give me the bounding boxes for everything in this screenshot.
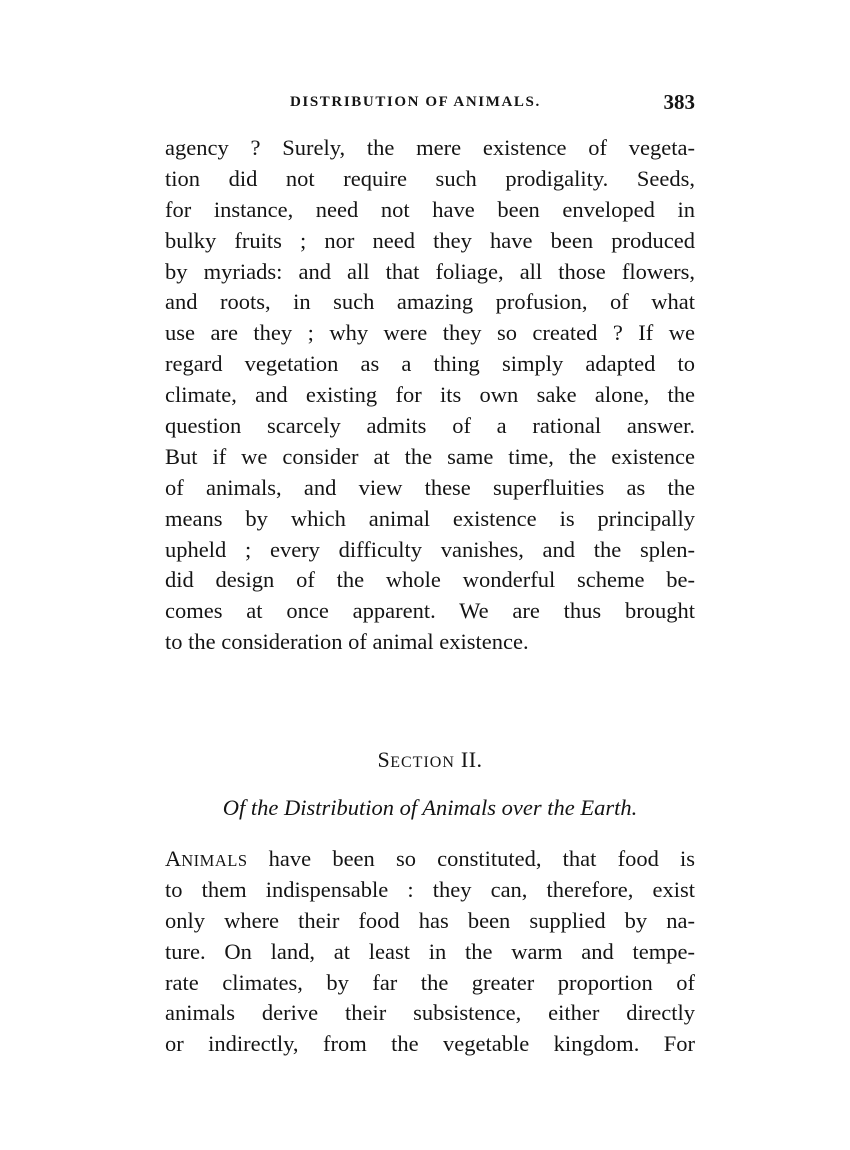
text-line: use are they ; why were they so created ? If we bbox=[165, 320, 695, 346]
page-number: 383 bbox=[663, 90, 695, 114]
text-line: comes at once apparent. We are thus brought bbox=[165, 598, 695, 624]
text-line: means by which animal existence is principally bbox=[165, 505, 695, 531]
text-line: bulky fruits ; nor need they have been produced bbox=[165, 227, 695, 253]
text-line: of animals, and view these superfluities as the bbox=[165, 474, 695, 500]
lead-word-initial: A bbox=[165, 846, 182, 871]
text-line: regard vegetation as a thing simply adapted to bbox=[165, 351, 695, 377]
text-line: animals derive their subsistence, either directly bbox=[165, 1000, 695, 1026]
text-line: for instance, need not have been enveloped in bbox=[165, 196, 695, 222]
text-line: ture. On land, at least in the warm and tempe- bbox=[165, 938, 695, 964]
text-line: rate climates, by far the greater proportion of bbox=[165, 969, 695, 995]
text-line: or indirectly, from the vegetable kingdom. For bbox=[165, 1031, 695, 1057]
text-line bbox=[165, 844, 695, 875]
section-numeral: II. bbox=[454, 747, 483, 772]
section-heading-initial: S bbox=[377, 747, 391, 772]
paragraph-continuation bbox=[165, 133, 695, 658]
text-line: But if we consider at the same time, the existence bbox=[165, 443, 695, 469]
running-title: DISTRIBUTION OF ANIMALS. bbox=[290, 94, 541, 110]
section-subtitle: Of the Distribution of Animals over the Earth. bbox=[222, 795, 638, 820]
lead-word-smallcaps: NIMALS bbox=[181, 851, 248, 870]
text-line: to the consideration of animal existence. bbox=[165, 629, 529, 655]
text-line: only where their food has been supplied by na- bbox=[165, 907, 695, 933]
text-line: climate, and existing for its own sake alone, the bbox=[165, 382, 695, 408]
section-heading bbox=[165, 747, 695, 773]
section-paragraph bbox=[165, 844, 695, 1060]
section-heading-smallcaps: ECTION bbox=[390, 754, 455, 771]
text-line: tion did not require such prodigality. Seeds, bbox=[165, 165, 695, 191]
text-line: to them indispensable : they can, therefore, exist bbox=[165, 876, 695, 902]
text-line: upheld ; every difficulty vanishes, and the splen- bbox=[165, 536, 695, 562]
running-head bbox=[165, 90, 695, 120]
text-line: question scarcely admits of a rational answer. bbox=[165, 413, 695, 439]
text-line: by myriads: and all that foliage, all those flowers, bbox=[165, 258, 695, 284]
line-text: have been so constituted, that food is bbox=[247, 846, 695, 871]
text-line: and roots, in such amazing profusion, of what bbox=[165, 289, 695, 315]
text-line: agency ? Surely, the mere existence of vegeta- bbox=[165, 135, 695, 160]
text-line: did design of the whole wonderful scheme be- bbox=[165, 567, 695, 593]
